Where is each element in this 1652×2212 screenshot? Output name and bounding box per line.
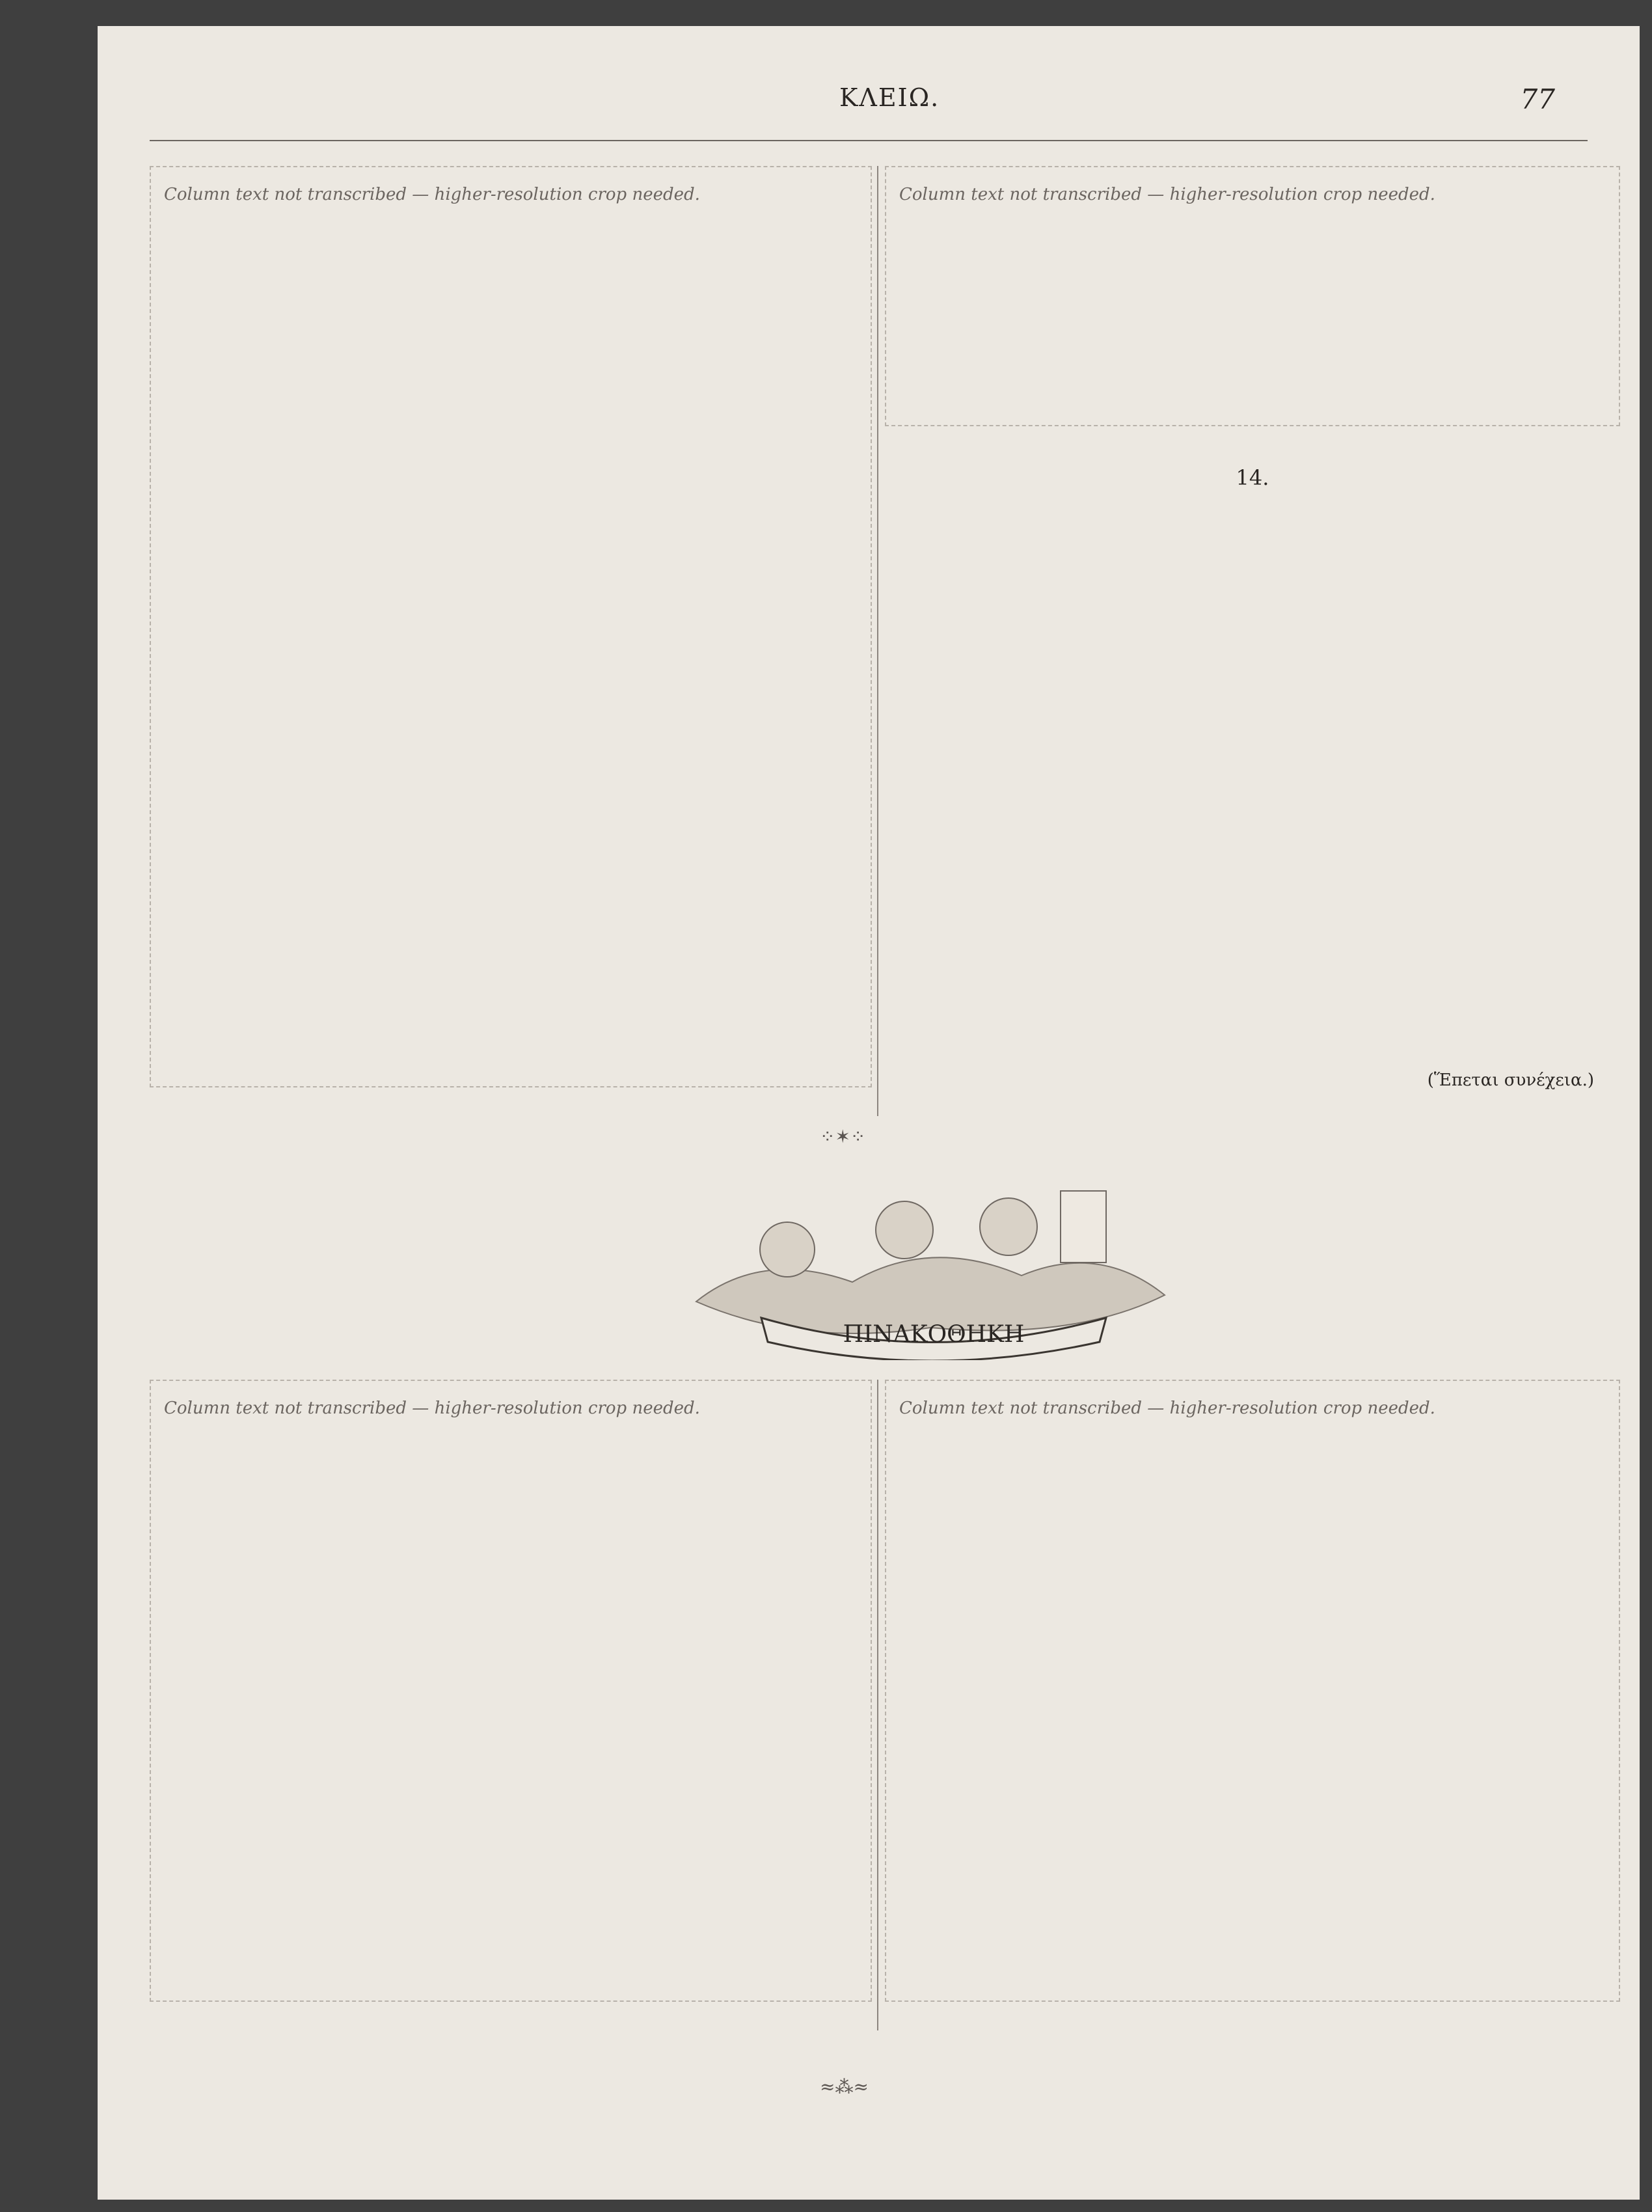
pinakotheke-banner xyxy=(683,1171,1178,1360)
upper-right-column xyxy=(885,166,1620,1116)
header-rule xyxy=(150,140,1588,141)
cherub-right xyxy=(980,1198,1037,1255)
lower-left-column xyxy=(150,1380,872,2030)
lower-right-column xyxy=(885,1380,1620,2030)
journal-title: ΚΛΕΙΩ. xyxy=(839,83,940,112)
scroll-sheet xyxy=(1061,1191,1106,1263)
column-divider-upper xyxy=(877,166,878,1116)
cherub-left xyxy=(760,1222,815,1277)
page-number: 77 xyxy=(1520,83,1555,115)
page xyxy=(98,26,1640,2200)
section-number: 14. xyxy=(1236,465,1269,490)
upper-right-placeholder: Column text not transcribed — higher-resolution crop needed. xyxy=(885,166,1620,426)
banner-illustration xyxy=(683,1171,1178,1360)
ornament-top: ⁘✶⁘ xyxy=(820,1126,866,1147)
lower-right-placeholder: Column text not transcribed — higher-resolution crop needed. xyxy=(885,1380,1620,2002)
upper-left-column xyxy=(150,166,872,1116)
continued-note: (Ἕπεται συνέχεια.) xyxy=(1427,1071,1594,1090)
column-divider-lower xyxy=(877,1380,878,2030)
running-header xyxy=(98,83,1640,122)
lower-left-placeholder: Column text not transcribed — higher-resolution crop needed. xyxy=(150,1380,872,2002)
banner-label: ΠΙΝΑΚΟΘΗΚΗ xyxy=(843,1321,1025,1348)
upper-left-placeholder: Column text not transcribed — higher-resolution crop needed. xyxy=(150,166,872,1087)
ornament-bottom: ≈⁂≈ xyxy=(820,2076,869,2097)
cherub-middle xyxy=(876,1201,933,1259)
